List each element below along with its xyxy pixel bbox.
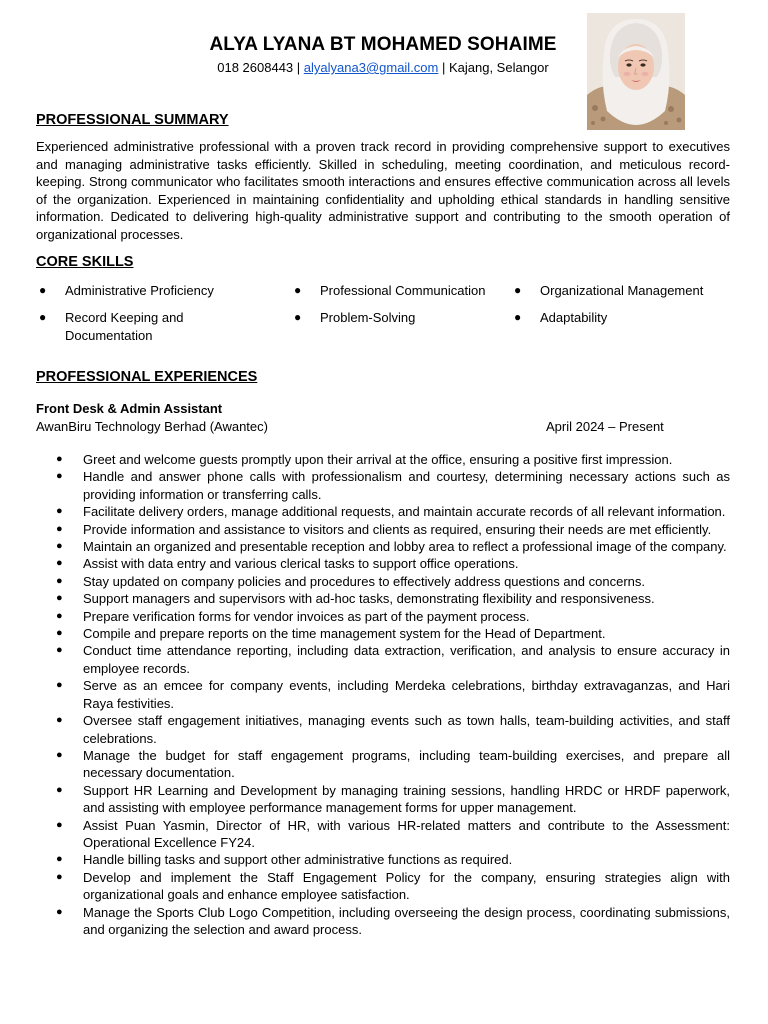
- skill-label: Record Keeping and Documentation: [65, 310, 184, 343]
- duty-item: ● Support managers and supervisors with ad-hoc tasks, demonstrating flexibility and responsiveness.: [56, 590, 730, 607]
- bullet-icon: ●: [294, 283, 302, 297]
- skill-label: Administrative Proficiency: [65, 283, 214, 298]
- skill-label: Adaptability: [540, 310, 608, 325]
- duty-item: ● Manage the budget for staff engagement programs, including team-building exercises, and prepare all necessary documentation.: [56, 747, 730, 782]
- duty-item: ● Handle billing tasks and support other administrative functions as required.: [56, 851, 730, 868]
- duty-item: ● Conduct time attendance reporting, including data extraction, verification, and analysis to ensure accuracy in employee records.: [56, 642, 730, 677]
- duty-item: ● Compile and prepare reports on the time management system for the Head of Department.: [56, 625, 730, 642]
- duty-item: ● Facilitate delivery orders, manage additional requests, and maintain accurate records of all relevant information.: [56, 503, 730, 520]
- duty-item: ● Stay updated on company policies and procedures to effectively address questions and concerns.: [56, 573, 730, 590]
- duty-item: ● Assist with data entry and various clerical tasks to support office operations.: [56, 555, 730, 572]
- contact-separator: |: [293, 60, 304, 75]
- bullet-icon: ●: [39, 283, 47, 297]
- skill-label: Problem-Solving: [320, 310, 416, 325]
- duty-item: ● Prepare verification forms for vendor invoices as part of the payment process.: [56, 608, 730, 625]
- job-duties-list: [56, 451, 730, 938]
- summary-text: Experienced administrative professional with a proven track record in providing comprehensive support to executives and managing administrative tasks efficiently. Skilled in scheduling, meeting coordination, and meticulous record-keeping. Strong communicator who facilitates smooth interactions and ensures effective communication across all levels of the organization. Experienced in maintaining confidentiality and upholding ethical standards in handling sensitive information. Dedicated to delivering high-quality administrative support and contributing to the smooth operation of organizational processes.: [36, 139, 730, 242]
- bullet-icon: ●: [294, 310, 302, 324]
- bullet-icon: ●: [514, 310, 522, 324]
- summary-heading: PROFESSIONAL SUMMARY: [36, 112, 229, 128]
- duty-item: ● Provide information and assistance to visitors and clients as required, ensuring their needs are met efficiently.: [56, 521, 730, 538]
- duty-item: ● Manage the Sports Club Logo Competition, including overseeing the design process, coordinating submissions, and organizing the selection and award process.: [56, 904, 730, 939]
- skills-heading: CORE SKILLS: [36, 254, 134, 270]
- phone-number: 018 2608443: [217, 60, 294, 75]
- job-title: Front Desk & Admin Assistant: [36, 401, 223, 416]
- profile-photo: [587, 13, 685, 130]
- bullet-icon: ●: [39, 310, 47, 324]
- duty-item: ● Assist Puan Yasmin, Director of HR, with various HR-related matters and contribute to the Assessment: Operational Excellence FY24.: [56, 817, 730, 852]
- duty-item: ● Serve as an emcee for company events, including Merdeka celebrations, birthday extravaganzas, and Hari Raya festivities.: [56, 677, 730, 712]
- email-link[interactable]: alyalyana3@gmail.com: [303, 60, 439, 75]
- skill-label: Organizational Management: [540, 283, 704, 298]
- skill-label: Professional Communication: [320, 283, 486, 298]
- duty-item: ● Oversee staff engagement initiatives, managing events such as town halls, team-building activities, and staff celebrations.: [56, 712, 730, 747]
- bullet-icon: ●: [514, 283, 522, 297]
- job-company: AwanBiru Technology Berhad (Awantec): [36, 419, 268, 434]
- duty-item: ● Support HR Learning and Development by managing training sessions, handling HRDC or HRDF paperwork, and assisting with employee performance management forms for upper management.: [56, 782, 730, 817]
- duty-item: ● Maintain an organized and presentable reception and lobby area to reflect a professional image of the company.: [56, 538, 730, 555]
- job-dates: April 2024 – Present: [546, 419, 664, 434]
- experience-heading: PROFESSIONAL EXPERIENCES: [36, 369, 258, 385]
- candidate-name: ALYA LYANA BT MOHAMED SOHAIME: [209, 34, 557, 55]
- duty-item: ● Handle and answer phone calls with professionalism and courtesy, determining necessary actions such as providing information or transferring calls.: [56, 468, 730, 503]
- contact-separator: |: [438, 60, 449, 75]
- duty-item: ● Develop and implement the Staff Engagement Policy for the company, ensuring strategies align with organizational goals and enhance employee satisfaction.: [56, 869, 730, 904]
- location: Kajang, Selangor: [448, 60, 549, 75]
- duty-item: ● Greet and welcome guests promptly upon their arrival at the office, ensuring a positive first impression.: [56, 451, 730, 468]
